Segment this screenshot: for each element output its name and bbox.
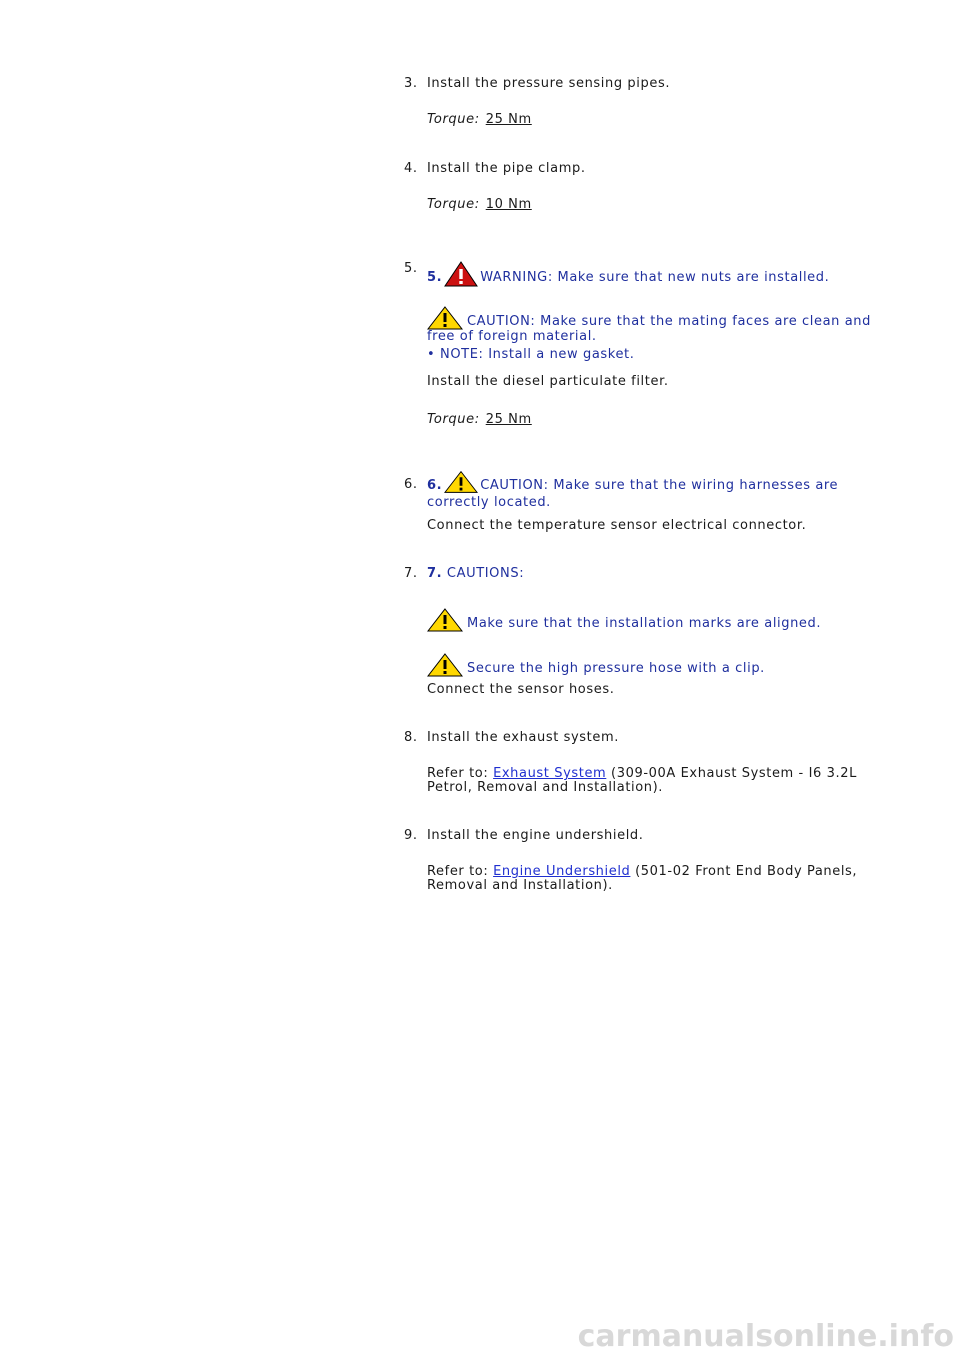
step-instruction: Install the diesel particulate filter. [427,374,669,389]
step-number: 5. [404,261,418,276]
caution-icon [427,608,463,632]
reference [427,865,897,893]
step-instruction: Install the pressure sensing pipes. [427,76,671,91]
caution-text: Make sure that the installation marks are aligned. [467,616,822,631]
torque-spec [427,412,532,427]
torque-value: 10 Nm [485,197,532,212]
exhaust-system-link[interactable]: Exhaust System [493,766,607,781]
warning-icon [444,261,478,287]
torque-spec [427,112,532,127]
step-number: 6. [404,477,418,492]
warning-line [427,261,829,287]
reference-detail: (309-00A Exhaust System - I6 3.2L Petrol, Removal and Installation). [427,766,857,795]
step-bold-number: 5. [427,270,443,285]
refer-label: Refer to: [427,864,489,879]
caution-block [427,306,897,344]
torque-label: Torque: [427,197,480,212]
caution-icon [427,306,463,330]
caution-item-1 [427,608,821,632]
step-number: 7. [404,566,418,581]
watermark: carmanualsonline.info [577,1319,954,1354]
refer-label: Refer to: [427,766,489,781]
reference [427,767,897,795]
step-number: 9. [404,828,418,843]
note-text: • NOTE: Install a new gasket. [427,347,635,362]
torque-value: 25 Nm [485,412,532,427]
caution-icon [427,653,463,677]
caution-text: Secure the high pressure hose with a clip. [467,661,765,676]
cautions-heading-text: CAUTIONS: [446,566,525,581]
step-bold-number: 6. [427,478,443,493]
step-instruction: Install the exhaust system. [427,730,619,745]
engine-undershield-link[interactable]: Engine Undershield [493,864,631,879]
caution-item-2 [427,653,765,677]
caution-text: CAUTION: Make sure that the wiring harnesses are correctly located. [427,478,839,510]
torque-value: 25 Nm [485,112,532,127]
torque-spec [427,197,532,212]
cautions-heading [427,566,524,581]
step-number: 3. [404,76,418,91]
step-bold-number: 7. [427,566,443,581]
warning-text: WARNING: Make sure that new nuts are installed. [480,270,830,285]
step-instruction: Connect the temperature sensor electrical connector. [427,518,807,533]
torque-label: Torque: [427,112,480,127]
step-instruction: Install the engine undershield. [427,828,644,843]
caution-icon [444,469,478,495]
step-instruction: Connect the sensor hoses. [427,682,615,697]
caution-block [427,469,897,510]
torque-label: Torque: [427,412,480,427]
caution-text: CAUTION: Make sure that the mating faces are clean and free of foreign material. [427,314,871,344]
step-number: 8. [404,730,418,745]
step-number: 4. [404,161,418,176]
reference-detail: (501-02 Front End Body Panels, Removal and Installation). [427,864,858,893]
step-instruction: Install the pipe clamp. [427,161,586,176]
